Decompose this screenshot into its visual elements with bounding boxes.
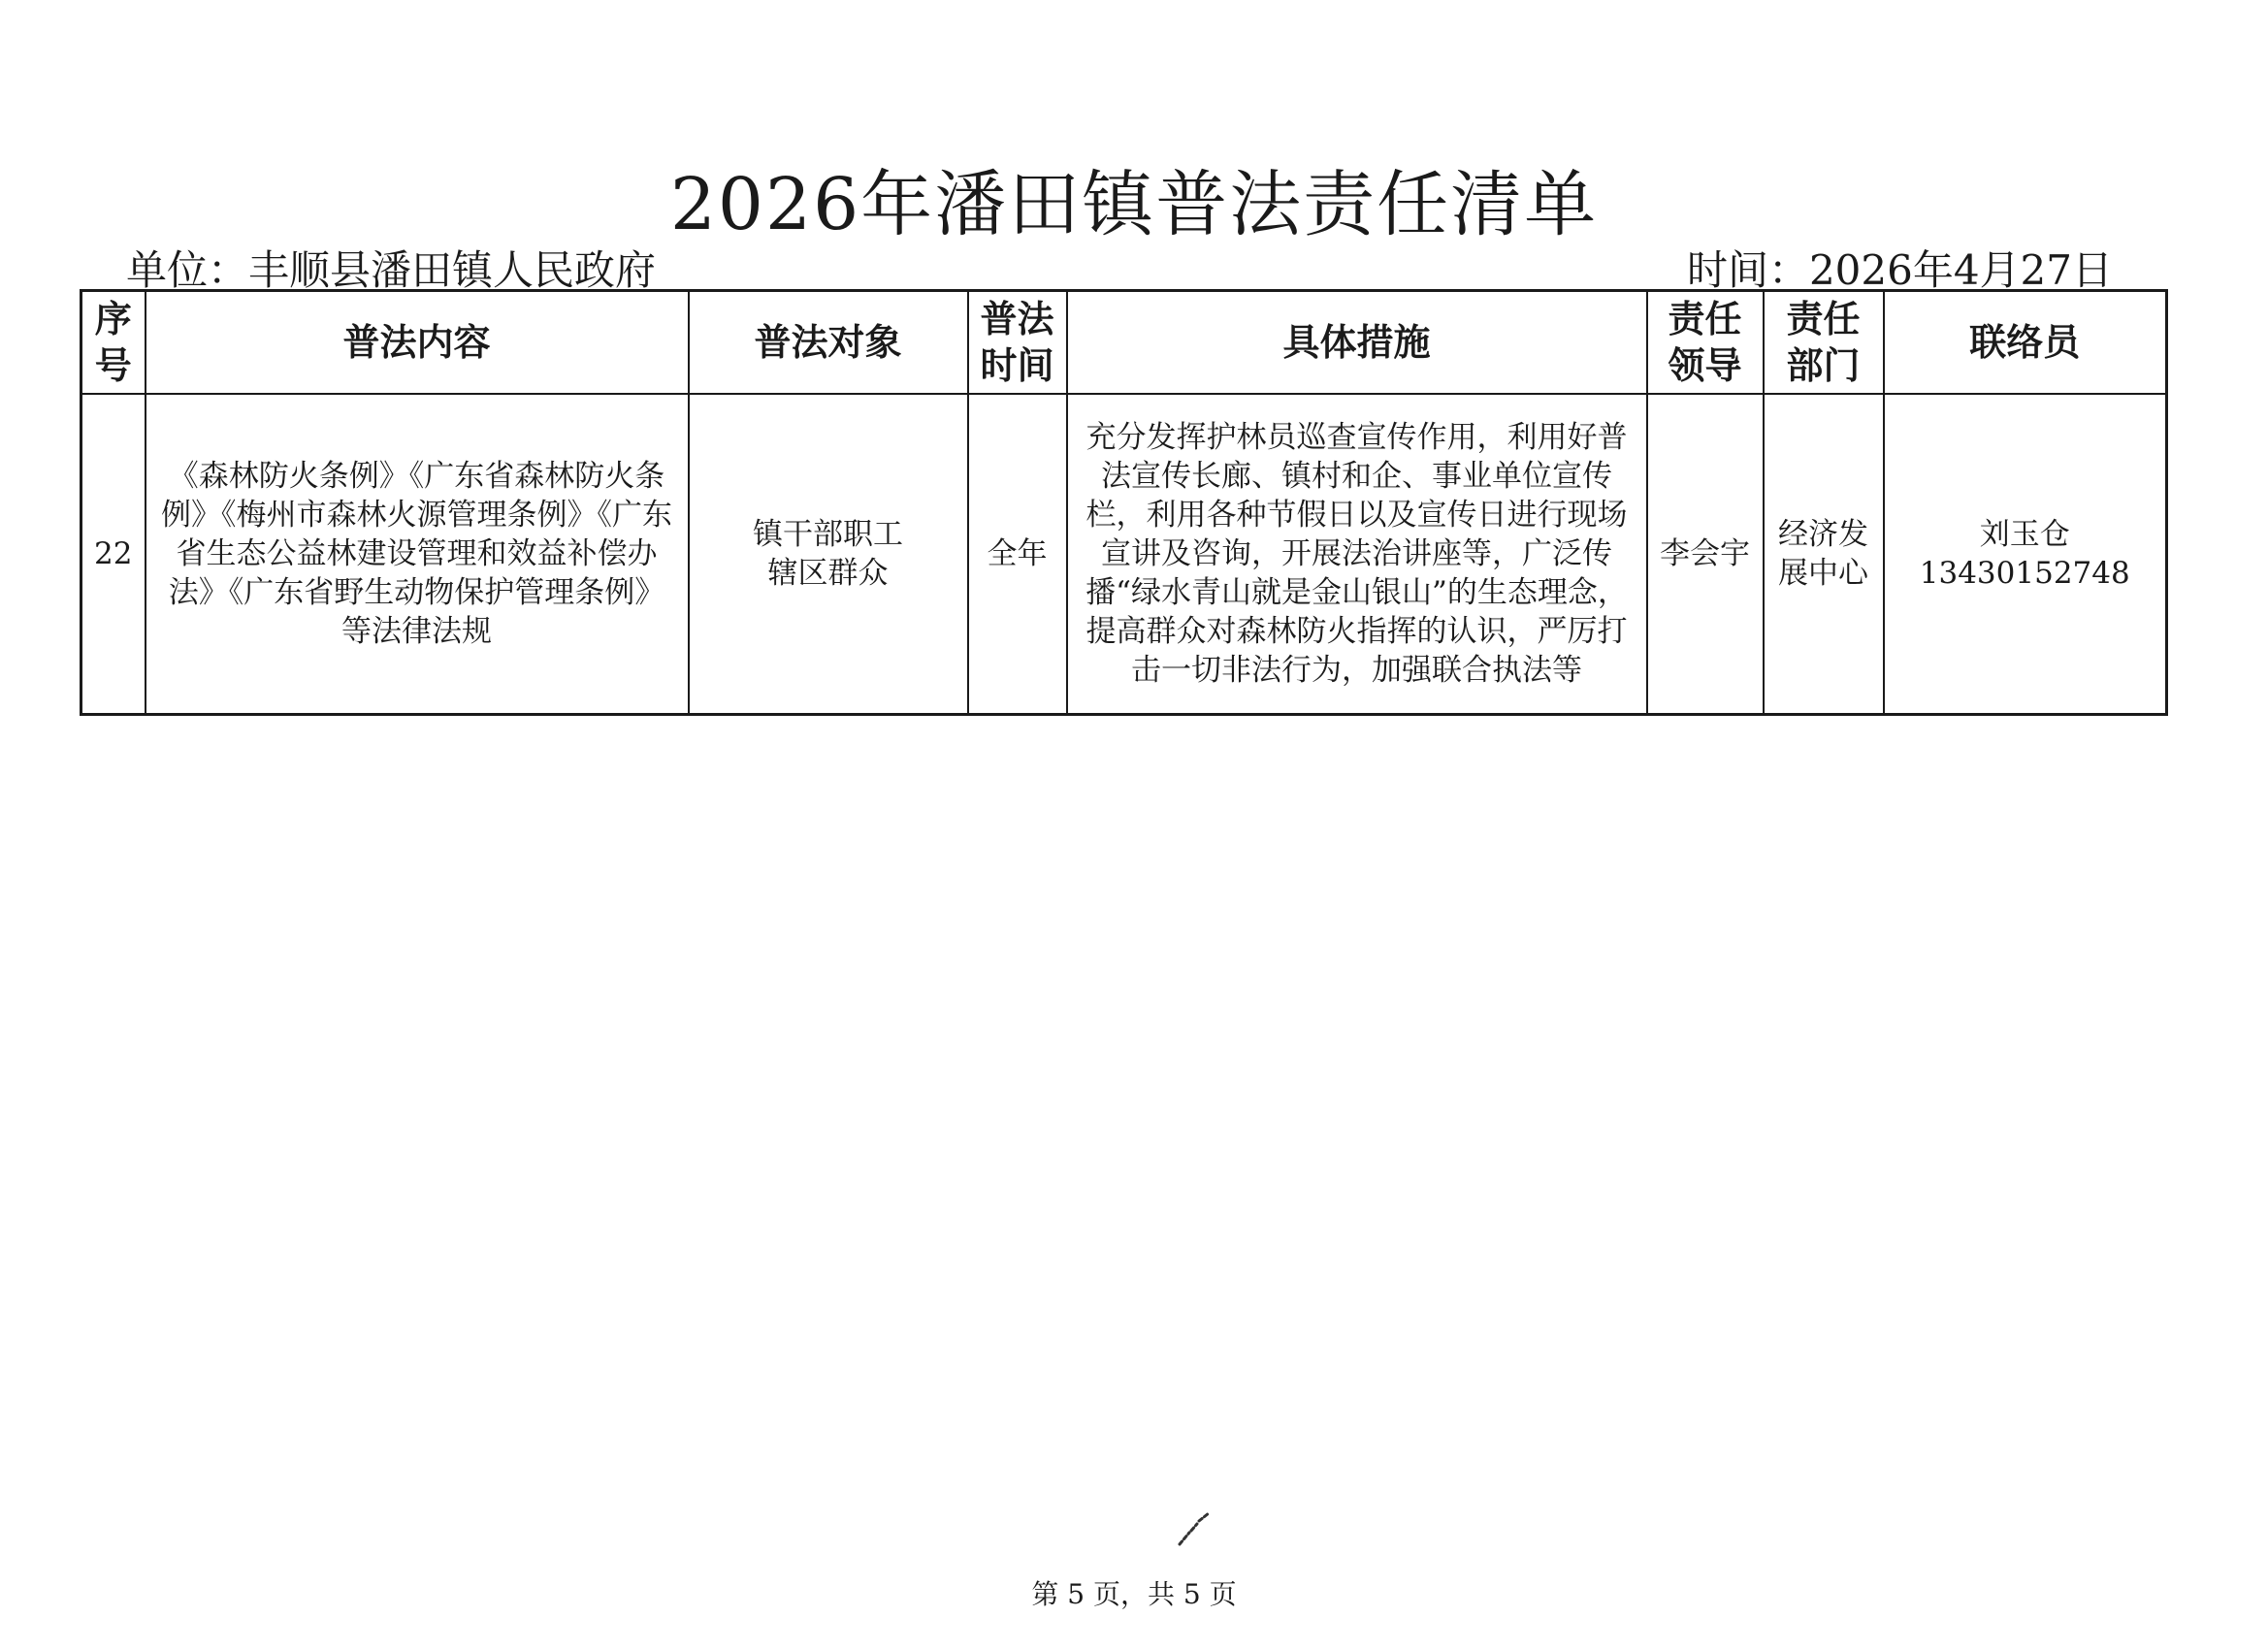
cell-measures: 充分发挥护林员巡查宣传作用，利用好普法宣传长廊、镇村和企、事业单位宣传栏，利用各种节假日以及宣传日进行现场宣讲及咨询，开展法治讲座等，广泛传播“绿水青山就是金山银山”的生态理念，提高群众对森林防火指挥的认识，严厉打击一切非法行为，加强联合执法等 — [1067, 394, 1647, 715]
document-title: 2026年潘田镇普法责任清单 — [669, 163, 1599, 246]
responsibility-table — [80, 289, 2168, 716]
table-header-row — [81, 291, 2167, 395]
page-number: 第 5 页，共 5 页 — [1031, 1578, 1237, 1610]
cell-seq: 22 — [81, 394, 146, 715]
cell-leader: 李会宇 — [1647, 394, 1764, 715]
issuing-unit: 单位：丰顺县潘田镇人民政府 — [126, 246, 657, 294]
header-period: 普法时间 — [968, 291, 1067, 395]
contact-name: 刘玉仓 — [1979, 517, 2070, 552]
header-leader: 责任领导 — [1647, 291, 1764, 395]
cell-content: 《森林防火条例》《广东省森林防火条例》《梅州市森林火源管理条例》《广东省生态公益林建设管理和效益补偿办法》《广东省野生动物保护管理条例》等法律法规 — [146, 394, 689, 715]
header-content: 普法内容 — [146, 291, 689, 395]
header-target: 普法对象 — [689, 291, 968, 395]
table-row — [81, 394, 2167, 715]
header-measures: 具体措施 — [1067, 291, 1647, 395]
header-contact: 联络员 — [1884, 291, 2167, 395]
header-seq: 序号 — [81, 291, 146, 395]
cell-contact — [1884, 394, 2167, 715]
cell-target: 镇干部职工辖区群众 — [689, 394, 968, 715]
cell-period: 全年 — [968, 394, 1067, 715]
header-department: 责任部门 — [1764, 291, 1884, 395]
issue-date: 时间：2026年4月27日 — [1686, 246, 2113, 294]
cell-department: 经济发展中心 — [1764, 394, 1884, 715]
contact-phone: 13430152748 — [1919, 556, 2130, 591]
pen-stroke-mark — [1176, 1509, 1215, 1548]
